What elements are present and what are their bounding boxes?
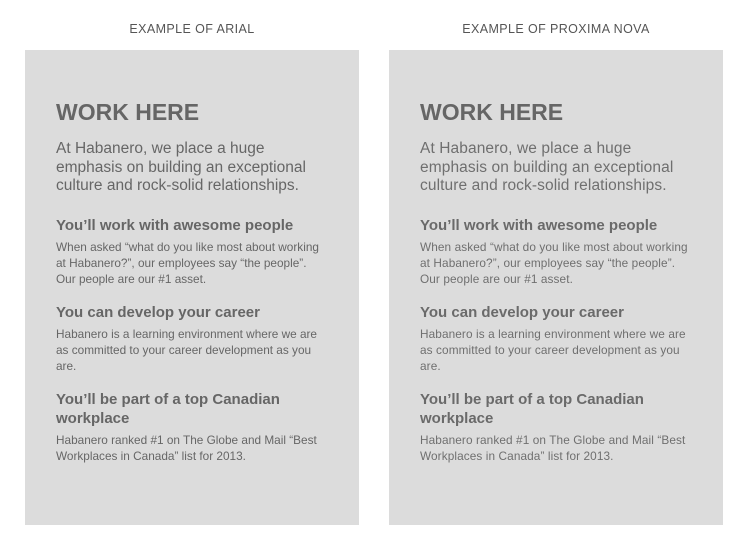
section-title: You’ll be part of a top Canadian workplace <box>420 390 644 427</box>
section-top-workplace <box>420 390 693 464</box>
arial-example-card <box>25 50 359 525</box>
card-heading: WORK HERE <box>420 99 564 125</box>
proxima-nova-example-card <box>389 50 723 525</box>
section-develop-career <box>420 303 693 374</box>
section-title: You’ll work with awesome people <box>56 216 294 234</box>
column-label-proxima-nova: EXAMPLE OF PROXIMA NOVA <box>462 22 650 36</box>
section-title: You’ll work with awesome people <box>420 216 658 234</box>
section-top-workplace <box>56 390 329 464</box>
card-intro: At Habanero, we place a huge emphasis on building an exceptional culture and rock-solid relationships. <box>56 140 306 194</box>
section-text: Habanero ranked #1 on The Globe and Mail “Best Workplaces in Canada” list for 2013. <box>56 432 317 463</box>
column-label-arial: EXAMPLE OF ARIAL <box>129 22 255 36</box>
section-text: Habanero ranked #1 on The Globe and Mail “Best Workplaces in Canada” list for 2013. <box>420 432 686 463</box>
card-intro: At Habanero, we place a huge emphasis on building an exceptional culture and rock-solid relationships. <box>420 140 674 194</box>
section-awesome-people <box>56 216 329 287</box>
section-title: You’ll be part of a top Canadian workplace <box>56 390 280 427</box>
section-text: When asked “what do you like most about working at Habanero?”, our employees say “the people”. Our people are our #1 asset. <box>56 239 319 286</box>
section-title: You can develop your career <box>56 303 260 321</box>
section-title: You can develop your career <box>420 303 624 321</box>
section-develop-career <box>56 303 329 374</box>
section-text: Habanero is a learning environment where we are as committed to your career development as you are. <box>420 326 686 373</box>
section-text: Habanero is a learning environment where we are as committed to your career development as you are. <box>56 326 317 373</box>
section-text: When asked “what do you like most about working at Habanero?”, our employees say “the people”. Our people are our #1 asset. <box>420 239 688 286</box>
section-awesome-people <box>420 216 693 287</box>
card-heading: WORK HERE <box>56 99 200 125</box>
